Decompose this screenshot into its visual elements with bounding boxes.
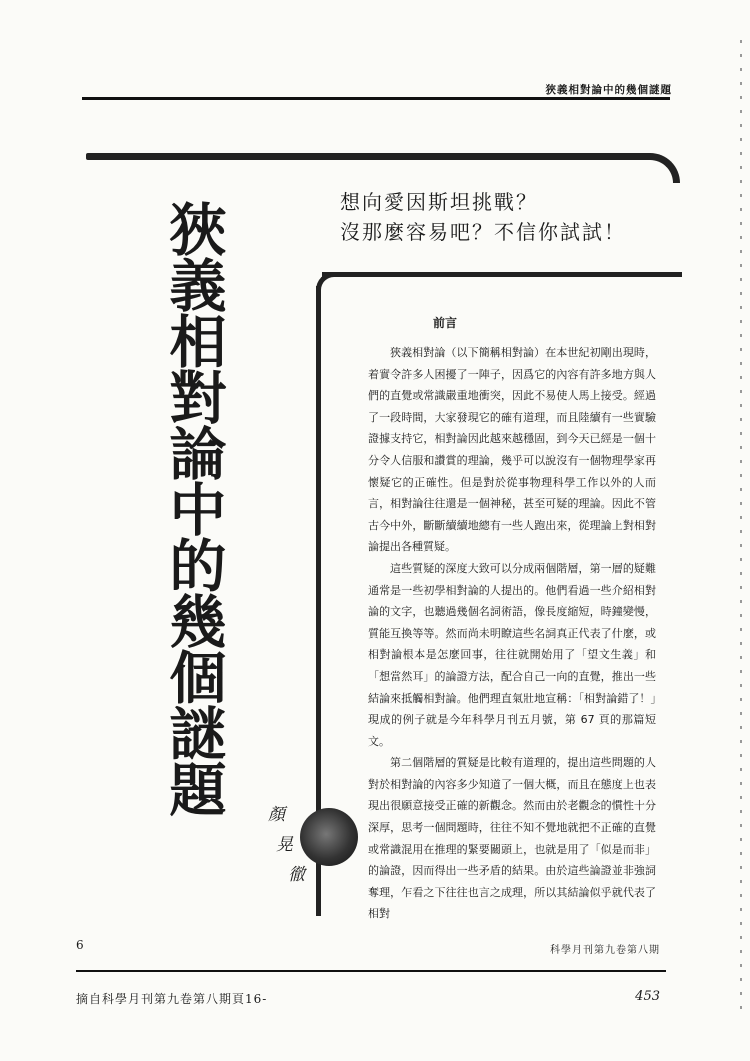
section-heading: 前言 [433,316,458,330]
article-title: 狹義相對論中的幾個謎題 [160,200,226,816]
author-char: 徹 [288,865,305,885]
journal-issue: 科學月刊第九卷第八期 [550,945,660,956]
content-bracket-top [322,272,682,277]
author-name [262,800,310,890]
title-banner-line [86,153,606,160]
author-char: 顏 [268,805,285,825]
page-number-right: 453 [635,989,660,1004]
header-rule [82,97,670,100]
tagline-line: 想向愛因斯坦挑戰？ [340,190,538,214]
running-header: 狹義相對論中的幾個謎題 [545,84,672,96]
tagline-line: 沒那麼容易吧？不信你試試！ [340,220,626,244]
article-body [368,342,656,925]
footer-rule [76,970,666,972]
scan-edge-dots [740,40,742,1020]
title-banner-curve [590,153,680,183]
tagline [340,187,626,247]
body-paragraph: 第二個階層的質疑是比較有道理的，提出這些問題的人對於相對論的內容多少知道了一個大概，而且在態度上也表現出很願意接受正確的新觀念。然而由於老觀念的慣性十分深厚，思考一個問題時，往往不知不覺地就把不正確的直覺或常識混用在推理的緊要關頭上，也就是用了「似是而非」的論證，因而得出一些矛盾的結果。由於這些論證並非強詞奪理，乍看之下往往也言之成理，所以其結論似乎就代表了相對 [368,756,656,921]
page-number-left: 6 [76,938,84,952]
body-paragraph: 這些質疑的深度大致可以分成兩個階層，第一層的疑難通常是一些初學相對論的人提出的。他們看過一些介紹相對論的文字，也聽過幾個名詞術語，像長度縮短，時鐘變慢，質能互換等等。然而尚未明瞭這些名詞真正代表了什麼，或相對論根本是怎麼回事，往往就開始用了「望文生義」和「想當然耳」的論證方法，配合自己一向的直覺，推出一些結論來抵觸相對論。他們理直氣壯地宣稱：「相對論錯了！」現成的例子就是今年科學月刊五月號，第 67 頁的那篇短文。 [368,561,656,748]
author-char: 晃 [276,835,293,855]
source-note: 摘自科學月刊第九卷第八期頁16- [76,992,268,1006]
body-paragraph: 狹義相對論（以下簡稱相對論）在本世紀初剛出現時，着實令許多人困擾了一陣子，因爲它的內容有許多地方與人們的直覺或常識嚴重地衝突，因此不易使人馬上接受。經過了一段時間，大家發現它的確有道理，而且陸續有一些實驗證據支持它，相對論因此越來越穩固，到今天已經是一個十分令人信服和讚賞的理論，幾乎可以說沒有一個物理學家再懷疑它的正確性。但是對於從事物理科學工作以外的人而言，相對論往往還是一個神秘，甚至可疑的理論。因此不管古今中外，斷斷續續地總有一些人跑出來，從理論上對相對論提出各種質疑。 [368,346,656,554]
